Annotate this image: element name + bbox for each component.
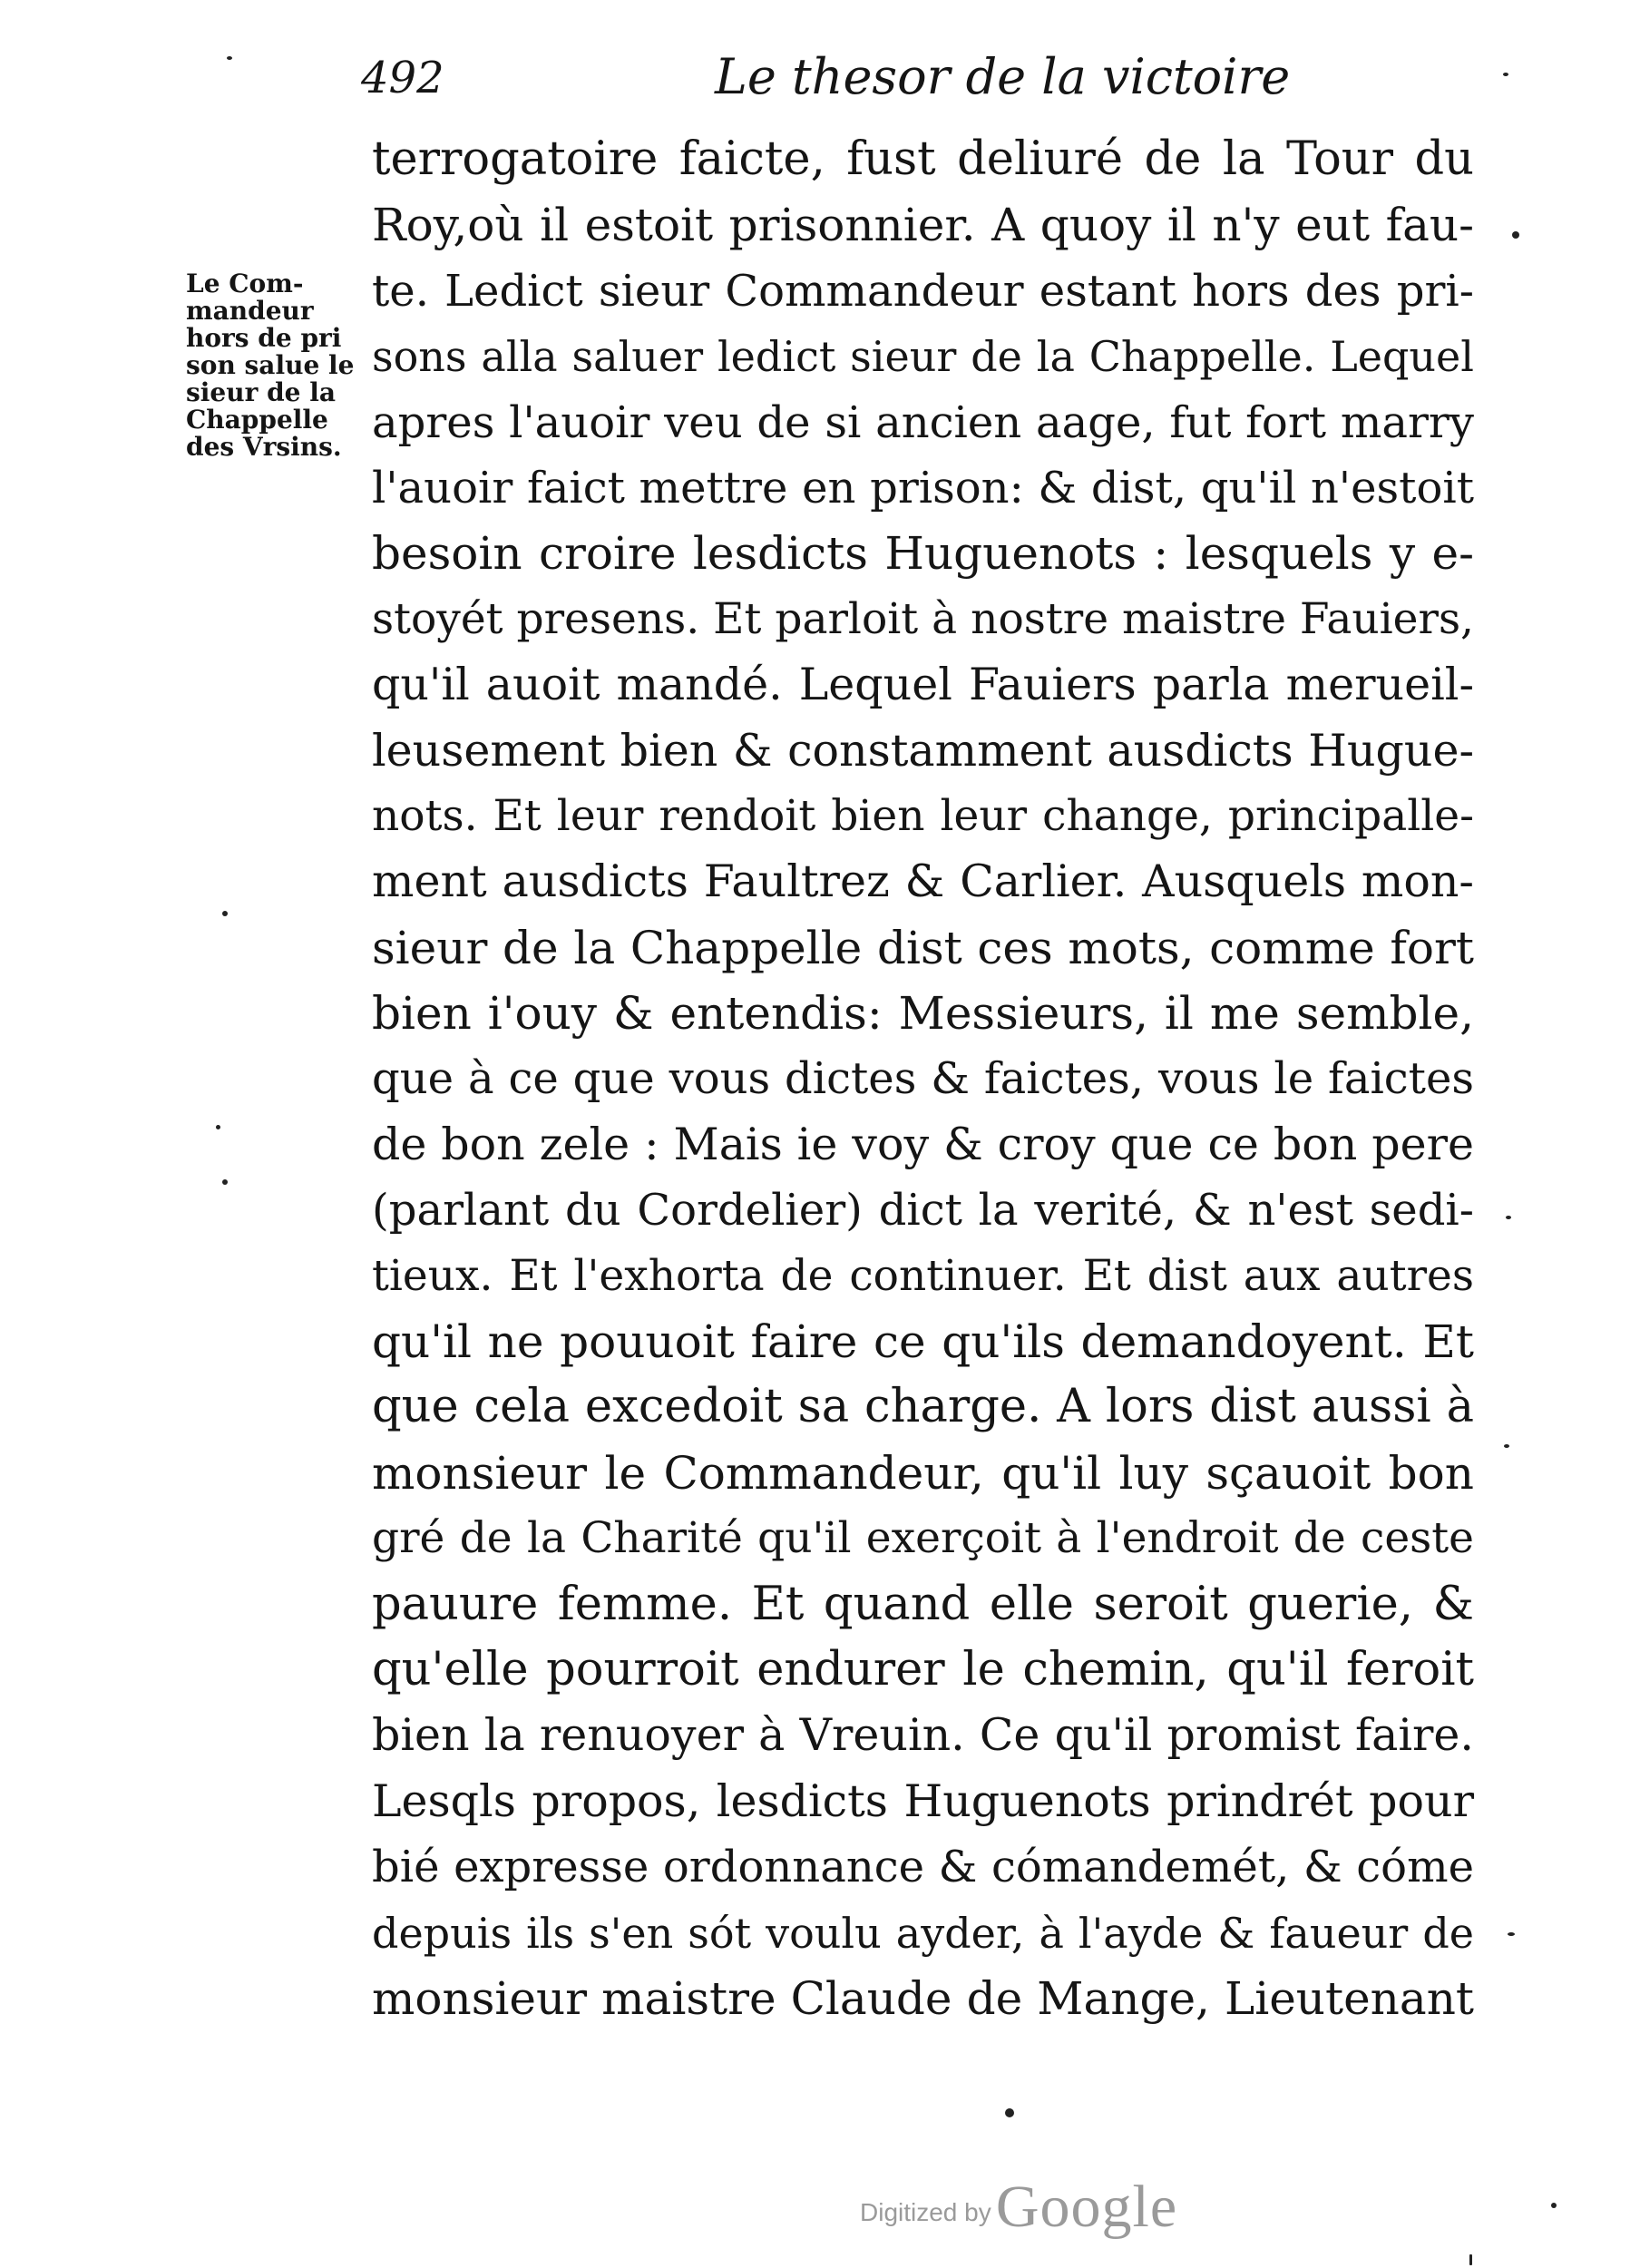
ink-speck [1469,2254,1472,2265]
text-line: leusement bien & constamment ausdicts Hugue- [372,724,1474,777]
google-wordmark: Google [995,2174,1178,2240]
text-line: nots. Et leur rendoit bien leur change, principalle- [372,790,1474,841]
text-line: que cela excedoit sa charge. A lors dist aussi à [372,1380,1474,1434]
ink-speck [1504,1444,1509,1448]
text-line: monsieur le Commandeur, qu'il luy sçauoit bon [372,1446,1474,1500]
margin-note-line: des Vrsins. [186,432,342,462]
margin-note-line: mandeur [186,296,314,326]
text-line: de bon zele : Mais ie voy & croy que ce bon pere [372,1118,1474,1170]
ink-speck [1503,73,1508,76]
text-line: l'auoir faict mettre en prison: & dist, qu'il n'estoit [372,462,1474,513]
text-line: qu'il ne pouuoit faire ce qu'ils demandoyent. Et [372,1315,1474,1369]
text-line: qu'elle pourroit endurer le chemin, qu'il feroit [372,1642,1474,1696]
ink-speck [1551,2203,1557,2208]
text-line: terrogatoire faicte, fust deliuré de la Tour du [372,132,1474,186]
text-line: depuis ils s'en sót voulu ayder, à l'ayde & faueur de [372,1908,1474,1958]
ink-speck [1506,1216,1511,1219]
text-line: Roy,où il estoit prisonnier. A quoy il n'y eut fau- [372,199,1474,252]
ink-speck [216,1125,220,1129]
digitized-by-label: Digitized by [860,2198,991,2226]
margin-note-line: Le Com- [186,269,304,298]
margin-note-line: sieur de la [186,377,336,407]
margin-note-line: son salue le [186,350,355,380]
ink-speck [1508,1932,1515,1936]
text-line: bien i'ouy & entendis: Messieurs, il me semble, [372,987,1474,1041]
ink-speck [222,911,228,916]
text-line: que à ce que vous dictes & faictes, vous le faictes [372,1053,1474,1105]
text-line: (parlant du Cordelier) dict la verité, & n'est sedi- [372,1185,1474,1237]
text-line: te. Ledict sieur Commandeur estant hors des pri- [372,265,1474,317]
running-head: Le thesor de la victoire [715,48,1291,105]
text-line: stoyét presens. Et parloit à nostre maistre Fauiers, [372,593,1474,644]
text-line: besoin croire lesdicts Huguenots : lesquels y e- [372,527,1474,581]
text-line: sons alla saluer ledict sieur de la Chappelle. Lequel [372,332,1474,382]
text-line: pauure femme. Et quand elle seroit guerie, & [372,1577,1474,1631]
page-number: 492 [361,53,444,103]
ink-speck [227,56,232,60]
text-line: monsieur maistre Claude de Mange, Lieutenant [372,1971,1474,2025]
text-line: gré de la Charité qu'il exerçoit à l'endroit de ceste [372,1513,1474,1564]
body-text [372,127,1474,2031]
margin-note-line: hors de pri [186,323,342,353]
ink-speck [1005,2108,1014,2117]
text-line: apres l'auoir veu de si ancien aage, fut fort marry [372,396,1474,448]
text-line: ment ausdicts Faultrez & Carlier. Ausquels mon- [372,855,1474,908]
text-line: qu'il auoit mandé. Lequel Fauiers parla merueil- [372,659,1474,711]
text-line: Lesqls propos, lesdicts Huguenots prindrét pour [372,1774,1474,1827]
ink-speck [1512,231,1519,239]
text-line: bien la renuoyer à Vreuin. Ce qu'il promist faire. [372,1709,1474,1762]
text-line: tieux. Et l'exhorta de continuer. Et dist aux autres [372,1250,1474,1301]
digitized-by-google-watermark [860,2173,1177,2242]
ink-speck [222,1179,228,1185]
text-line: bié expresse ordonnance & cómandemét, & cóme [372,1842,1474,1893]
text-line: sieur de la Chappelle dist ces mots, comme fort [372,921,1474,974]
margin-note [186,270,367,461]
margin-note-line: Chappelle [186,405,328,435]
